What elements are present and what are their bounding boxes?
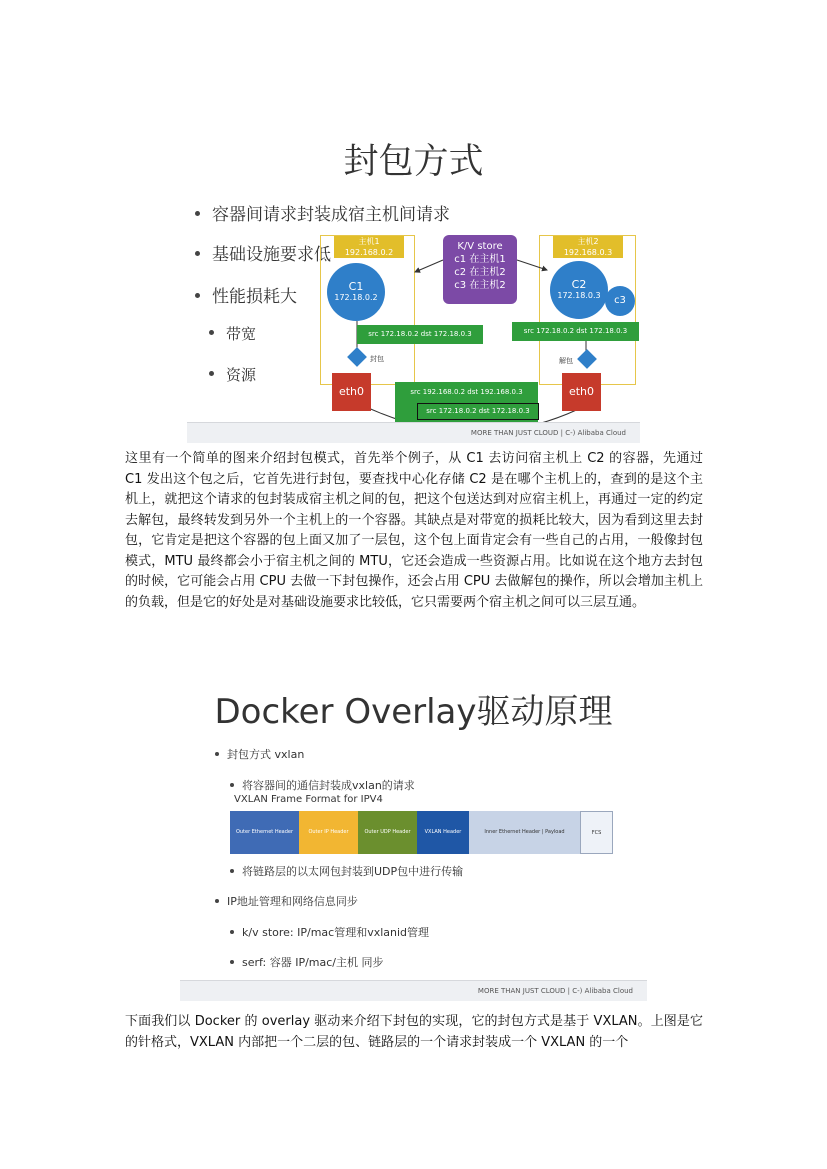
eth0-left: eth0 — [332, 373, 371, 411]
encap-label: 封包 — [370, 355, 384, 363]
s2-bullet-5 — [230, 924, 429, 940]
bullet-dot-icon — [230, 783, 234, 787]
kv-line-3: c3 在主机2 — [454, 280, 506, 291]
s2-bullet-3-text: 将链路层的以太网包封装到UDP包中进行传输 — [242, 865, 464, 878]
slide-docker-overlay — [180, 672, 647, 1000]
s2-bullet-6-text: serf: 容器 IP/mac/主机 同步 — [242, 956, 384, 969]
bullet-3-text: 性能损耗大 — [212, 287, 297, 307]
c1-ip: 172.18.0.2 — [334, 293, 378, 302]
slide1-footer — [187, 422, 640, 443]
paragraph-2: 下面我们以 Docker 的 overlay 驱动来介绍下封包的实现，它的封包方式是基于 VXLAN。上图是它的针格式，VXLAN 内部把一个二层的包、链路层的一个请求封装成一个 VXLAN 的一个 — [125, 1014, 703, 1050]
vxlan-frame — [230, 811, 613, 854]
packet-right: src 172.18.0.2 dst 172.18.0.3 — [512, 322, 639, 341]
slide2-footer-text: MORE THAN JUST CLOUD | C-) Alibaba Cloud — [477, 987, 633, 995]
packet-left: src 172.18.0.2 dst 172.18.0.3 — [357, 325, 483, 344]
host2-ip: 192.168.0.3 — [563, 248, 613, 257]
bullet-1-text: 容器间请求封装成宿主机间请求 — [212, 205, 450, 225]
s2-bullet-4 — [215, 893, 358, 909]
s2-bullet-2 — [230, 777, 415, 793]
host1-name: 主机1 — [358, 237, 380, 246]
host1-ip: 192.168.0.2 — [344, 248, 394, 257]
seg-outer-udp: Outer UDP Header — [358, 811, 417, 854]
seg-vxlan-header: VXLAN Header — [417, 811, 469, 854]
kv-title: K/V store — [457, 241, 503, 252]
s2-bullet-1-text: 封包方式 vxlan — [227, 748, 305, 761]
seg-outer-ip: Outer IP Header — [299, 811, 358, 854]
s2-bullet-2-text: 将容器间的通信封装成vxlan的请求 — [242, 779, 415, 792]
bullet-dot-icon — [230, 960, 234, 964]
container-c3: c3 — [605, 286, 635, 316]
sub-bullet-1-text: 带宽 — [226, 325, 257, 343]
eth0-right: eth0 — [562, 373, 601, 411]
s2-bullet-3 — [230, 863, 463, 879]
seg-outer-eth: Outer Ethernet Header — [230, 811, 299, 854]
packet-outer-text: src 192.168.0.2 dst 192.168.0.3 — [410, 388, 523, 396]
c2-name: C2 — [571, 278, 587, 291]
bullet-dot-icon — [215, 752, 219, 756]
slide-encapsulation — [187, 120, 640, 442]
sub-bullet-2-text: 资源 — [226, 366, 257, 384]
kv-line-2: c2 在主机2 — [454, 267, 506, 278]
paragraph-1: 这里有一个简单的图来介绍封包模式，首先举个例子，从 C1 去访问宿主机上 C2 的容器，先通过 C1 发出这个包之后，它首先进行封包，要查找中心化存储 C2 是在哪个主机上的，查到的是这个主机上，就把这个请求的包封装成宿主机之间的包，把这个包送达到对应宿主机上，再通过一定的约定去解包，最终转发到另外一个主机上的一个容器。其缺点是对带宽的损耗比较大，因为看到这里去封包，它肯定是把这个容器的包上面又加了一层包，这个包上面肯定会有一些自己的占用，一般像封包模式，MTU 最终都会小于宿主机之间的 MTU，它还会造成一些资源占用。比如说在这个地方去封包的时候，它可能会占用 CPU 去做一下封包操作，还会占用 CPU 去做解包的操作，所以会增加主机上的负载，但是它的好处是对基础设施要求比较低，它只需要两个宿主机之间可以三层互通。 — [125, 451, 703, 610]
slide1-title: 封包方式 — [343, 142, 484, 182]
seg-fcs: FCS — [580, 811, 613, 854]
slide2-footer — [180, 980, 647, 1001]
kv-line-1: c1 在主机1 — [454, 254, 506, 265]
slide2-title: Docker Overlay驱动原理 — [214, 692, 613, 732]
c2-ip: 172.18.0.3 — [557, 291, 601, 300]
host2-name: 主机2 — [577, 237, 599, 246]
s2-bullet-6 — [230, 954, 384, 970]
bullet-dot-icon — [230, 930, 234, 934]
decap-label: 解包 — [559, 357, 573, 365]
s2-bullet-4-text: IP地址管理和网络信息同步 — [227, 895, 358, 908]
c1-name: C1 — [348, 280, 364, 293]
slide1-footer-text: MORE THAN JUST CLOUD | C-) Alibaba Cloud — [470, 429, 626, 437]
s2-bullet-1 — [215, 746, 304, 762]
packet-inner: src 172.18.0.2 dst 172.18.0.3 — [417, 403, 539, 420]
bullet-dot-icon — [230, 869, 234, 873]
bullet-2-text: 基础设施要求低 — [212, 245, 331, 265]
bullet-dot-icon — [215, 899, 219, 903]
s2-bullet-5-text: k/v store: IP/mac管理和vxlanid管理 — [242, 926, 430, 939]
seg-inner-payload: Inner Ethernet Header | Payload — [469, 811, 580, 854]
frame-format-title: VXLAN Frame Format for IPV4 — [234, 794, 383, 805]
